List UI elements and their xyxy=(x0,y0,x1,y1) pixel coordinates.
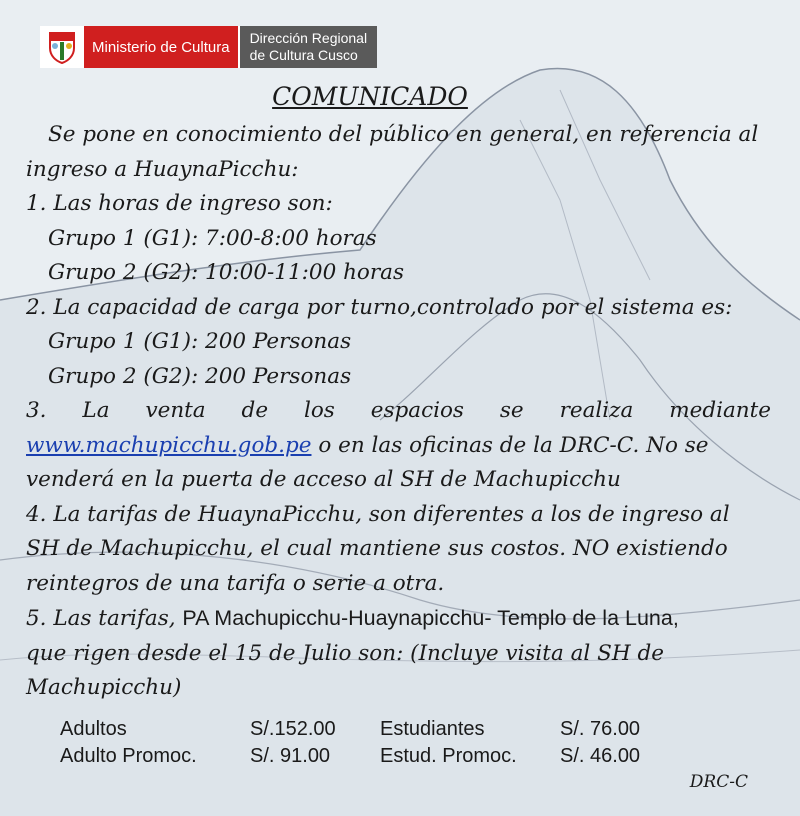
item5-line-1b: PA Machupicchu-Huaynapicchu- Templo de la Luna, xyxy=(182,606,679,630)
announcement-body xyxy=(26,118,771,706)
item5-line-3: Machupicchu) xyxy=(26,675,182,700)
item2-group1: Grupo 1 (G1): 200 Personas xyxy=(48,329,352,354)
ministry-label: Ministerio de Cultura xyxy=(84,26,238,68)
item2-group2: Grupo 2 (G2): 200 Personas xyxy=(48,363,352,389)
item4-line-3: reintegros de una tarifa o serie a otra. xyxy=(26,570,445,596)
peru-coat-of-arms-icon xyxy=(40,26,84,68)
price-row xyxy=(60,716,640,743)
item3-line-2-rest: o en las oficinas de la DRC-C. No se xyxy=(311,432,709,458)
machupicchu-link[interactable]: www.machupicchu.gob.pe xyxy=(26,432,312,458)
region-line-2: de Cultura Cusco xyxy=(249,47,358,63)
item5-line-1a: 5. Las tarifas, xyxy=(26,606,183,631)
item5-line-1 xyxy=(26,601,771,637)
page-title: COMUNICADO xyxy=(272,82,468,111)
region-label xyxy=(238,26,378,68)
price-label: Adulto Promoc. xyxy=(60,745,197,767)
item2-heading: 2. La capacidad de carga por turno,controlado por el sistema es: xyxy=(26,294,733,320)
item5-line-2: que rigen desde el 15 de Julio son: (Incluye visita al SH de xyxy=(26,640,664,666)
price-label: Estud. Promoc. xyxy=(380,745,517,767)
header-banner xyxy=(40,26,377,68)
price-row xyxy=(60,743,640,770)
item3-line-3: venderá en la puerta de acceso al SH de Machupicchu xyxy=(26,467,621,492)
price-value: S/. 76.00 xyxy=(560,718,641,740)
intro-line-2: ingreso a HuaynaPicchu: xyxy=(26,156,299,182)
item1-heading: 1. Las horas de ingreso son: xyxy=(26,191,333,216)
item4-line-2: SH de Machupicchu, el cual mantiene sus costos. NO existiendo xyxy=(26,536,728,561)
item1-group2: Grupo 2 (G2): 10:00-11:00 horas xyxy=(48,260,404,285)
price-label: Adultos xyxy=(60,718,127,740)
price-value: S/. 91.00 xyxy=(250,745,331,767)
intro-line-1: Se pone en conocimiento del público en general, en referencia al xyxy=(48,122,759,147)
price-label: Estudiantes xyxy=(380,718,485,740)
price-value: S/.152.00 xyxy=(250,718,336,740)
signature: DRC-C xyxy=(689,772,748,792)
item4-line-1: 4. La tarifas de HuaynaPicchu, son diferentes a los de ingreso al xyxy=(26,501,730,527)
item1-group1: Grupo 1 (G1): 7:00-8:00 horas xyxy=(48,225,377,251)
item3-line-2 xyxy=(26,429,771,464)
price-value: S/. 46.00 xyxy=(560,745,641,767)
price-table xyxy=(60,716,640,770)
region-line-1: Dirección Regional xyxy=(249,30,368,46)
item3-line-1: 3. La venta de los espacios se realiza mediante xyxy=(26,398,771,423)
